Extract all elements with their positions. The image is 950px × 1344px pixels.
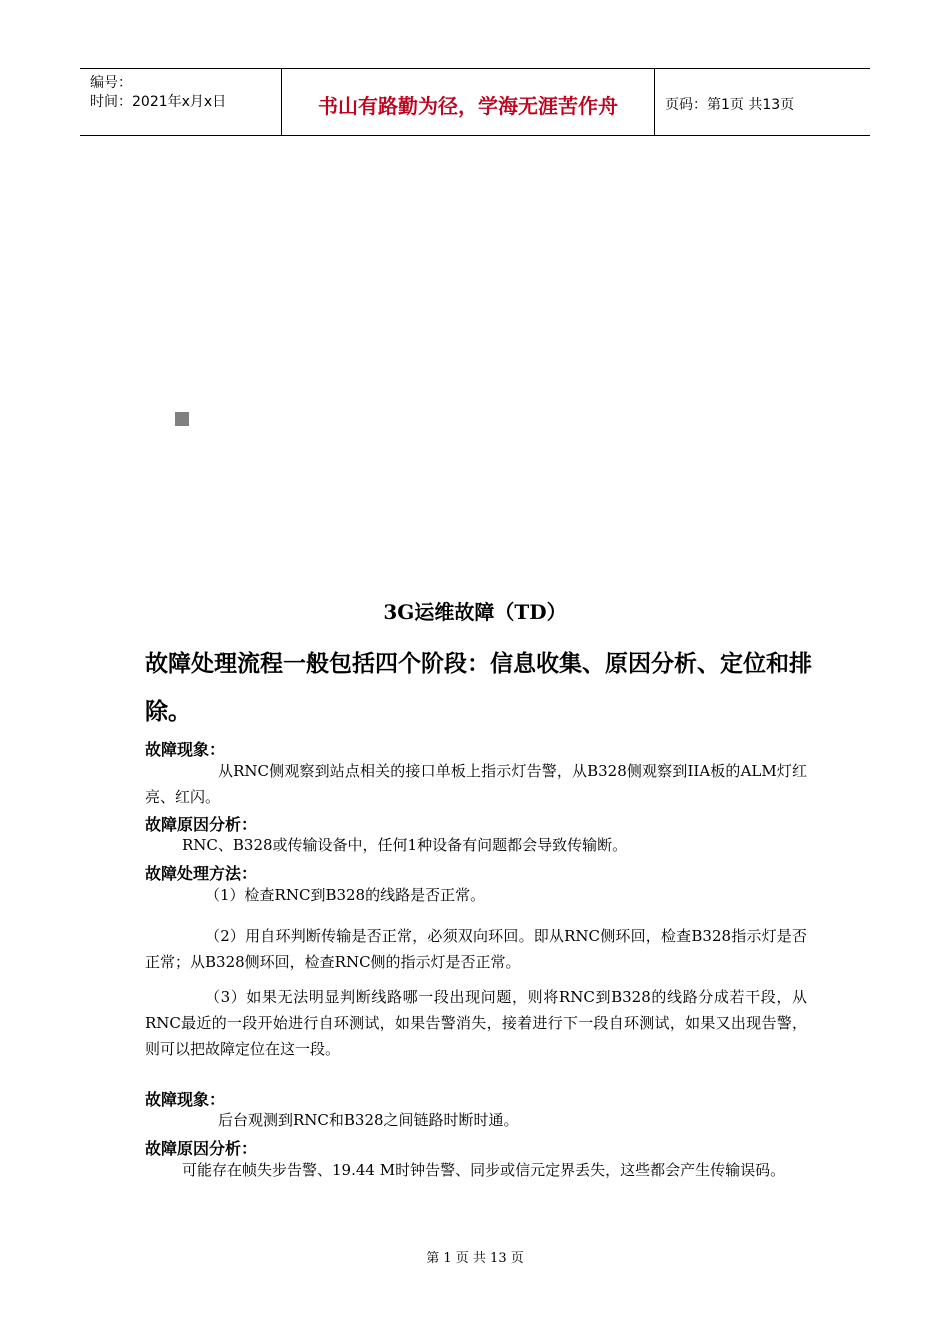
step-text: （1）检查RNC到B328的线路是否正常。 bbox=[205, 886, 486, 904]
page-footer: 第 1 页 共 13 页 bbox=[426, 1251, 524, 1266]
section-text: RNC、B328或传输设备中，任何1种设备有问题都会导致传输断。 bbox=[182, 836, 628, 854]
section-text: 后台观测到RNC和B328之间链路时断时通。 bbox=[218, 1111, 519, 1129]
page-header bbox=[80, 68, 870, 136]
document-title: 3G运维故障（TD） bbox=[383, 600, 567, 624]
number-label: 编号： bbox=[90, 75, 132, 91]
step-text: （2）用自环判断传输是否正常，必须双向环回。即从RNC侧环回，检查B328指示灯是否正常；从B328侧环回，检查RNC侧的指示灯是否正常。 bbox=[145, 927, 807, 971]
section-heading: 故障原因分析： bbox=[145, 815, 258, 834]
section-heading: 故障现象： bbox=[145, 740, 226, 759]
bullet-square-icon bbox=[175, 412, 189, 426]
section-text: 可能存在帧失步告警、19.44 M时钟告警、同步或信元定界丢失，这些都会产生传输误码。 bbox=[182, 1161, 786, 1179]
header-motto: 书山有路勤为径，学海无涯苦作舟 bbox=[282, 69, 655, 135]
section-heading: 故障原因分析： bbox=[145, 1139, 258, 1158]
section-heading: 故障现象： bbox=[145, 1090, 226, 1109]
header-page-label: 页码：第1页 共13页 bbox=[665, 97, 795, 113]
step-text: （3）如果无法明显判断线路哪一段出现问题，则将RNC到B328的线路分成若干段，从RNC最近的一段开始进行自环测试，如果告警消失，接着进行下一段自环测试，如果又出现告警，则可以把故障定位在这一段。 bbox=[145, 988, 807, 1058]
time-label: 时间：2021年x月x日 bbox=[90, 94, 227, 110]
header-meta-cell bbox=[80, 69, 282, 135]
section-text: 从RNC侧观察到站点相关的接口单板上指示灯告警，从B328侧观察到IIA板的ALM灯红亮、红闪。 bbox=[145, 762, 807, 806]
section-heading: 故障处理方法： bbox=[145, 864, 258, 883]
document-intro: 故障处理流程一般包括四个阶段：信息收集、原因分析、定位和排除。 bbox=[145, 651, 812, 725]
